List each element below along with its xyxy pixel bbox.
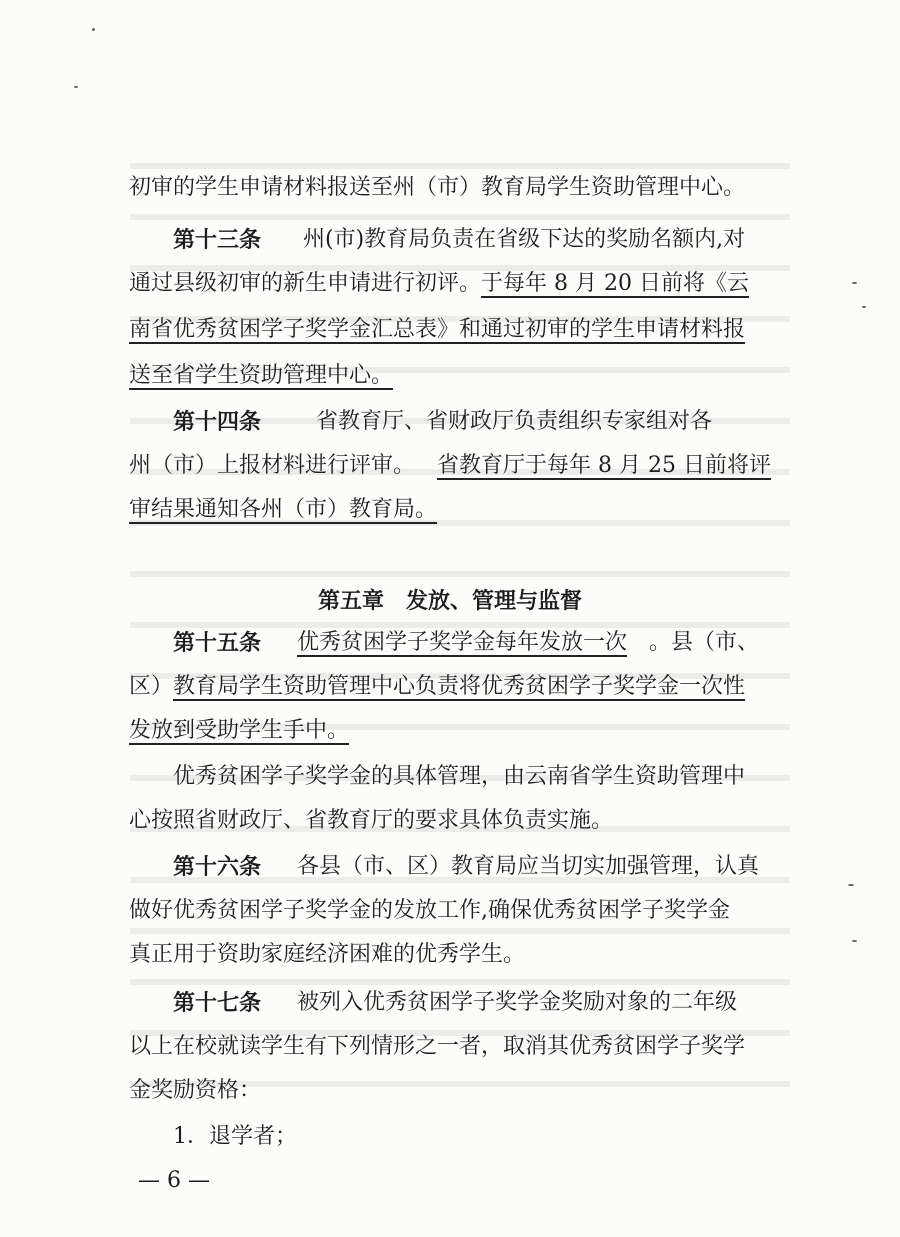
chapter-heading: 第五章 发放、管理与监督 [317, 588, 582, 614]
underlined-text: 于每年 8 月 20 日前将《云 [481, 271, 749, 296]
paragraph-text: 初审的学生申请材料报送至州（市）教育局学生资助管理中心。 [129, 175, 746, 200]
paragraph-text: 优秀贫困学子奖学金的具体管理，由云南省学生资助管理中 [173, 764, 746, 789]
article-16-text: 各县（市、区）教育局应当切实加强管理，认真 [297, 854, 760, 879]
scan-speck [92, 28, 95, 31]
underlined-text: 发放到受助学生手中。 [129, 718, 350, 743]
underlined-text: 优秀贫困学子奖学金每年发放一次 [297, 630, 628, 655]
article-15-text: 区） [129, 674, 174, 699]
article-14-text: 州（市）上报材料进行评审。 [129, 453, 416, 478]
article-16-label: 第十六条 [173, 854, 262, 880]
article-14-text: 省教育厅、省财政厅负责组织专家组对各 [316, 409, 713, 434]
article-15-label: 第十五条 [173, 630, 262, 656]
article-17-text: 被列入优秀贫困学子奖学金奖励对象的二年级 [297, 990, 738, 1015]
underlined-text: 送至省学生资助管理中心。 [129, 363, 394, 388]
article-13-text: 通过县级初审的新生申请进行初评。 [129, 271, 482, 296]
article-13-label: 第十三条 [173, 227, 262, 253]
scan-speck [852, 282, 857, 284]
article-17-text: 以上在校就读学生有下列情形之一者，取消其优秀贫困学子奖学 [129, 1034, 746, 1059]
article-16-text: 做好优秀贫困学子奖学金的发放工作,确保优秀贫困学子奖学金 [129, 898, 730, 923]
article-13-text: 州(市)教育局负责在省级下达的奖励名额内,对 [303, 227, 746, 252]
page-number: — 6 — [138, 1168, 210, 1193]
underlined-text: 审结果通知各州（市）教育局。 [129, 497, 438, 522]
scan-speck [852, 940, 857, 942]
scan-speck [74, 86, 78, 88]
underlined-text: 省教育厅于每年 8 月 25 日前将评 [437, 453, 771, 478]
scan-speck [848, 884, 854, 886]
underlined-text: 南省优秀贫困学子奖学金汇总表》和通过初审的学生申请材料报 [129, 317, 746, 342]
article-17-text: 金奖励资格： [129, 1078, 262, 1103]
list-item: 1．退学者； [173, 1124, 297, 1149]
article-16-text: 真正用于资助家庭经济困难的优秀学生。 [129, 942, 526, 967]
article-17-label: 第十七条 [173, 990, 262, 1016]
underlined-text: 教育局学生资助管理中心负责将优秀贫困学子奖学金一次性 [173, 674, 746, 699]
article-14-label: 第十四条 [173, 409, 262, 435]
scan-speck [862, 306, 866, 308]
paragraph-text: 心按照省财政厅、省教育厅的要求具体负责实施。 [129, 808, 614, 833]
article-15-text: 。县（市、 [649, 630, 760, 655]
